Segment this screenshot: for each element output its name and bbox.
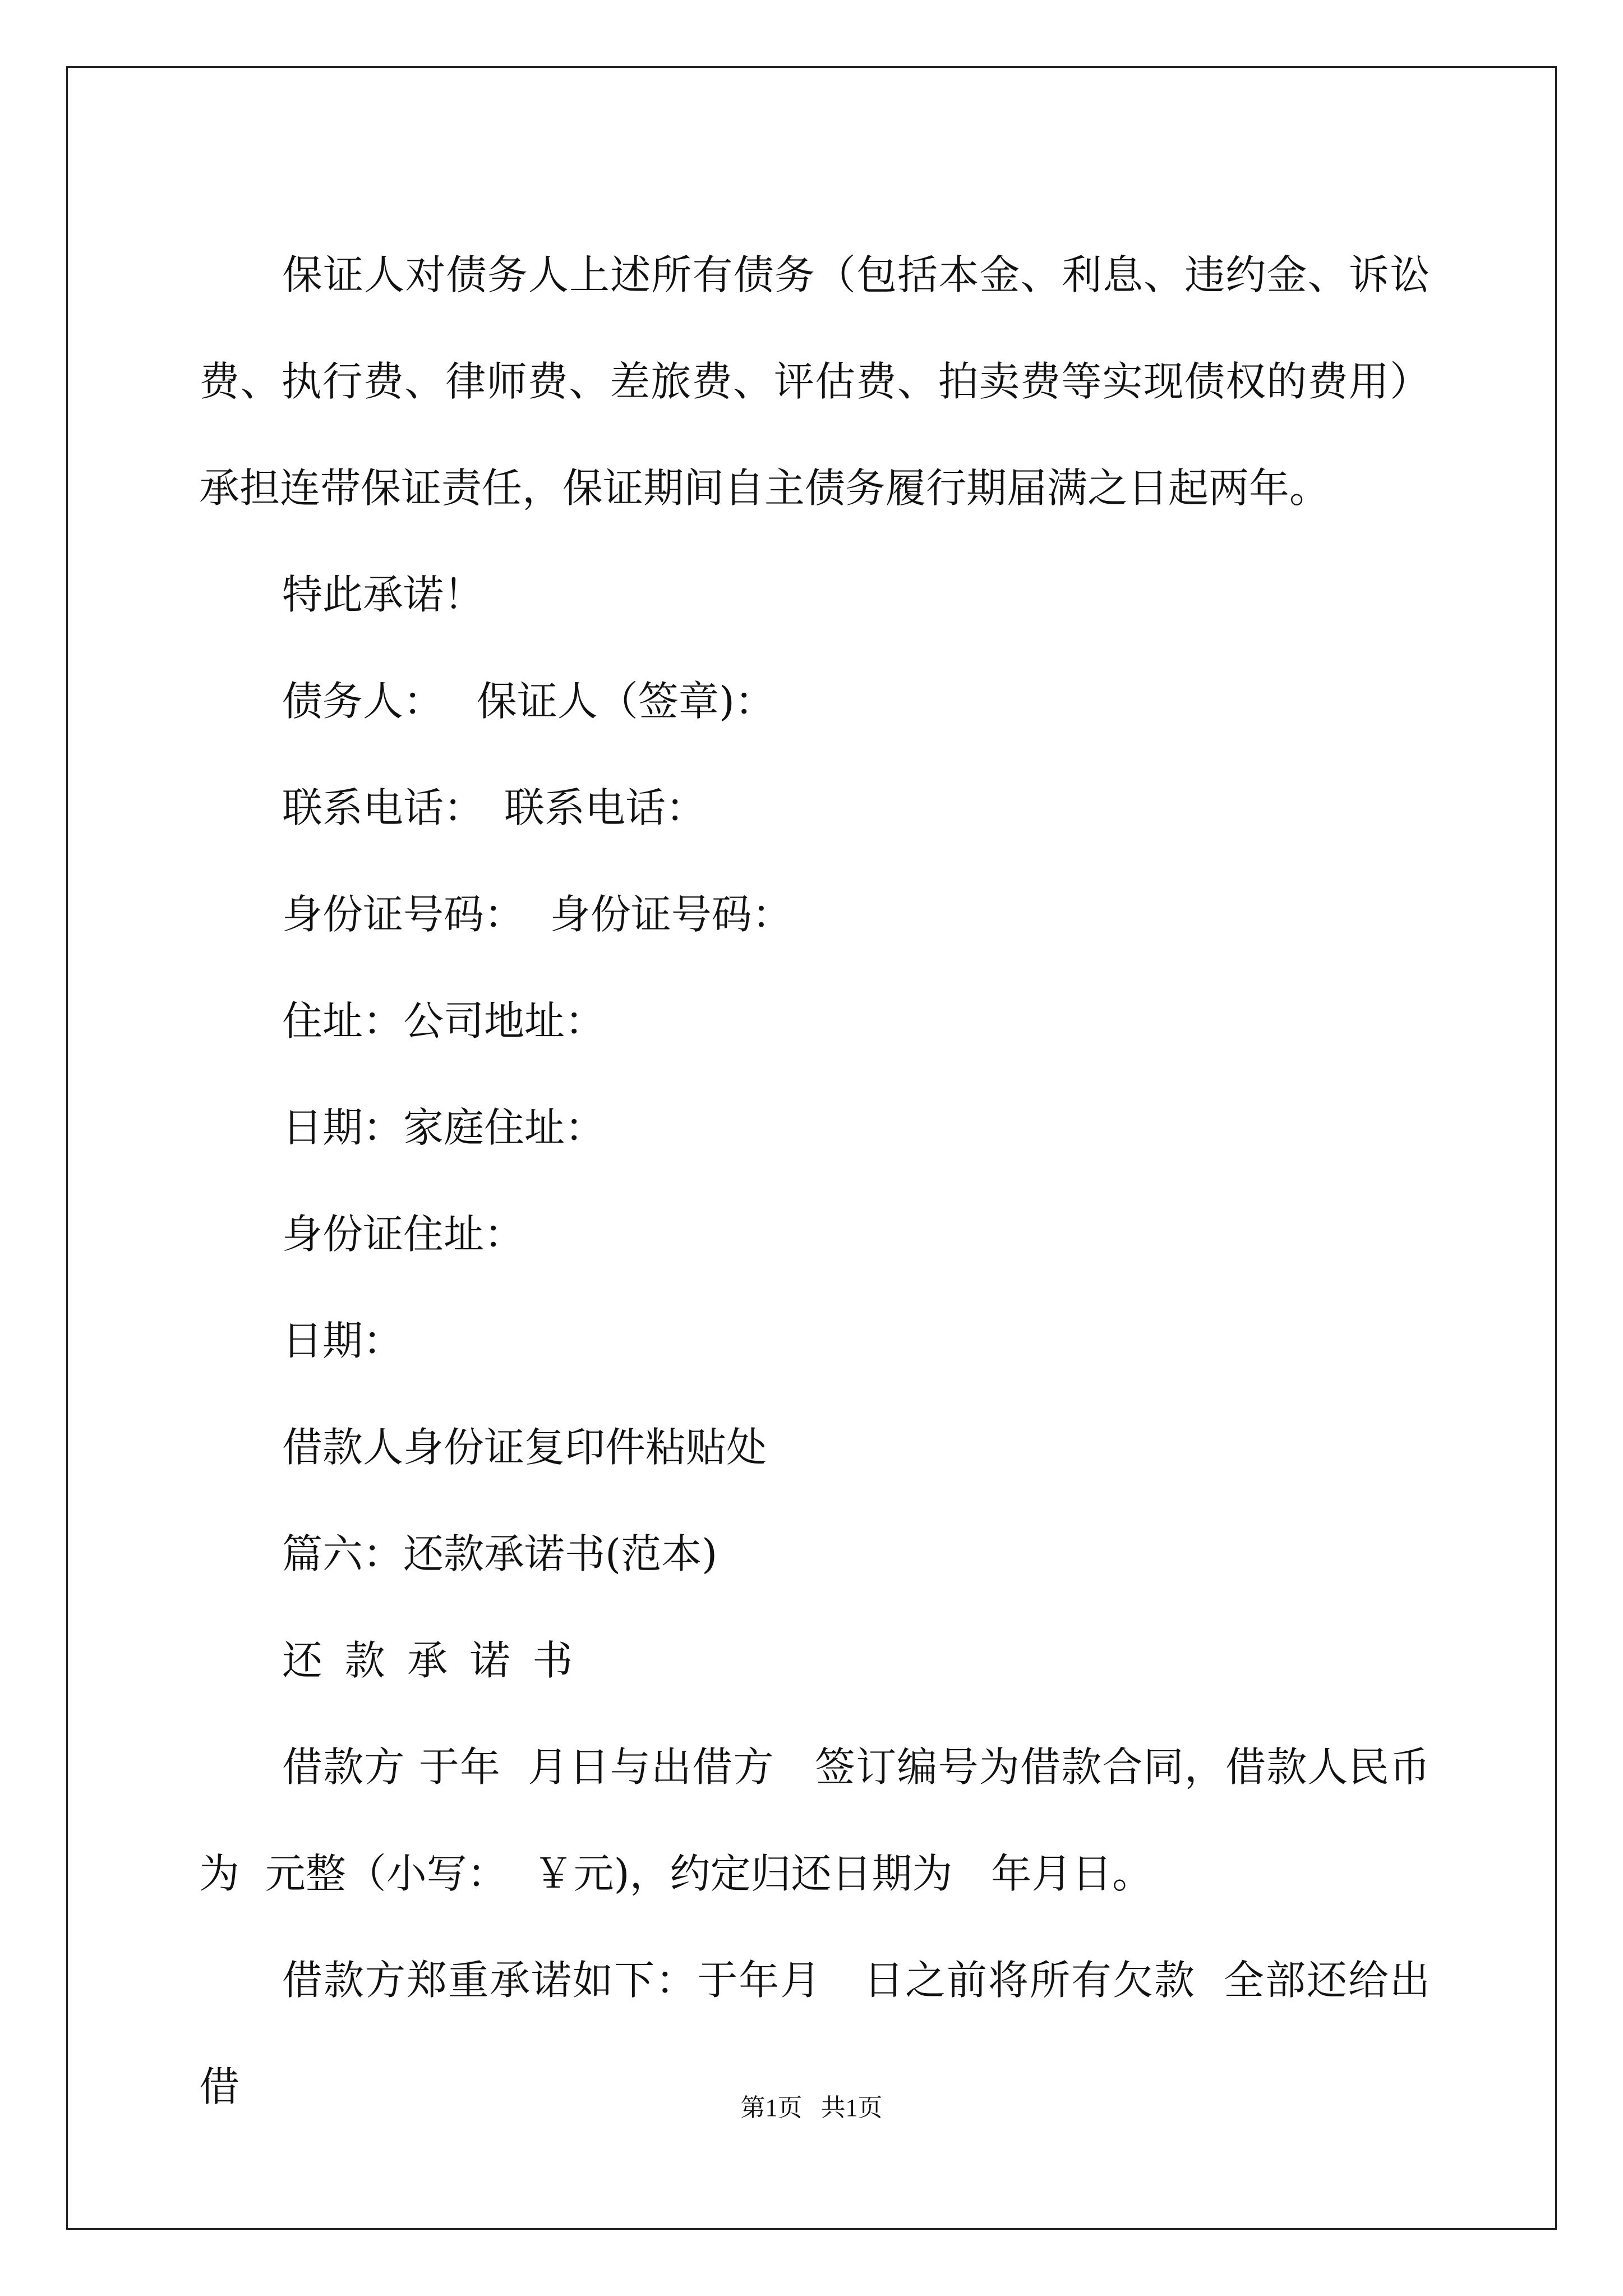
paragraph-id-number: 身份证号码： 身份证号码： <box>282 891 792 938</box>
section-heading: 篇六：还款承诺书(范本) <box>282 1530 718 1577</box>
paragraph-address-company: 住址：公司地址： <box>282 997 606 1045</box>
page-footer <box>0 2091 1623 2125</box>
paragraph-id-copy-area: 借款人身份证复印件粘贴处 <box>282 1424 767 1471</box>
paragraph-guarantee-liability: 保证人对债务人上述所有债务（包括本金、利息、违约金、诉讼费、执行费、律师费、差旅费、评估费、拍卖费等实现债权的费用）承担连带保证责任，保证期间自主债务履行期届满之日起两年。 <box>199 251 1430 512</box>
paragraph-repayment-promise: 借款方郑重承诺如下：于年月 日之前将所有欠款 全部还给出借 <box>199 1957 1430 2110</box>
paragraph-date-home-address: 日期：家庭住址： <box>282 1104 606 1151</box>
paragraph-loan-details: 借款方 于年 月日与出借方 签订编号为借款合同，借款人民币为 元整（小写： ￥元)，约定归还日期为 年月日。 <box>199 1743 1430 1897</box>
document-body <box>199 222 1430 2140</box>
paragraph-hereby-promise: 特此承诺！ <box>282 571 485 618</box>
paragraph-contact-phone: 联系电话： 联系电话： <box>282 784 707 831</box>
paragraph-debtor-guarantor: 债务人： 保证人（签章)： <box>282 678 775 725</box>
page-number: 第1页 共1页 <box>740 2094 883 2122</box>
paragraph-date: 日期： <box>282 1317 404 1364</box>
document-title: 还款承诺书 <box>282 1637 596 1684</box>
paragraph-id-address: 身份证住址： <box>282 1211 525 1258</box>
